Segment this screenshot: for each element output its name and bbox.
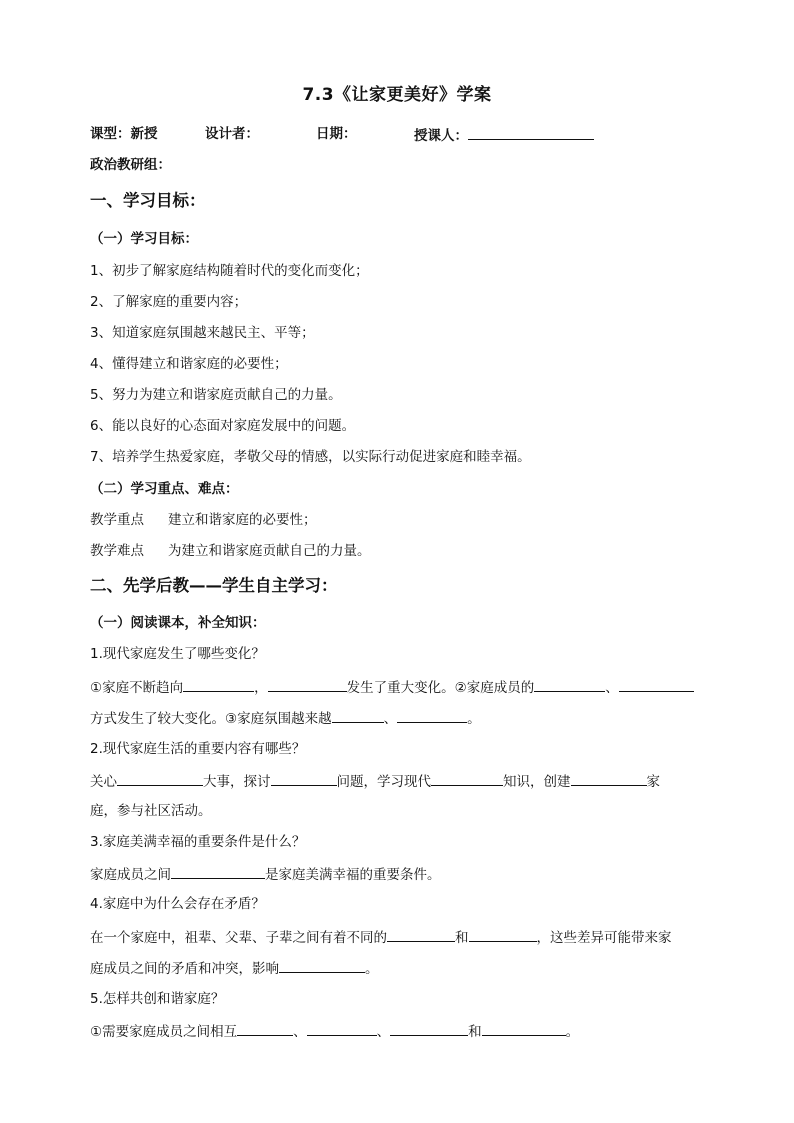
- q1-blank-4: [619, 677, 694, 692]
- q5-text-c: 、: [376, 1024, 391, 1040]
- q1-text-e: 方式发生了较大变化。③家庭氛围越来越: [90, 711, 332, 727]
- section1-sub1: （一）学习目标：: [90, 231, 198, 247]
- q5-blank-4: [482, 1021, 566, 1036]
- section2-heading: 二、先学后教——学生自主学习：: [90, 576, 338, 595]
- q1-text-a: ①家庭不断趋向: [90, 680, 184, 696]
- q3-blank-1: [171, 864, 265, 879]
- q1-text-f: 、: [383, 711, 398, 727]
- section1-sub2: （二）学习重点、难点：: [90, 481, 239, 497]
- q4-text-a: 在一个家庭中，祖辈、父辈、子辈之间有着不同的: [90, 930, 387, 946]
- q2-blank-1: [117, 771, 203, 786]
- q2-text-e: 家: [646, 774, 660, 790]
- question-1-line-1: [90, 677, 694, 697]
- difficulty-text: 为建立和谐家庭贡献自己的力量。: [168, 543, 371, 559]
- q1-text-d: 、: [605, 680, 619, 696]
- date-label: 日期：: [316, 126, 357, 142]
- group-label: 政治教研组：: [90, 157, 171, 173]
- q5-text-a: ①需要家庭成员之间相互: [90, 1024, 238, 1040]
- course-type: 课型：新授: [90, 126, 158, 142]
- q5-text-b: 、: [293, 1024, 307, 1040]
- teacher-blank: [468, 125, 594, 140]
- goal-5: 5、努力为建立和谐家庭贡献自己的力量。: [90, 387, 342, 403]
- q2-blank-2: [271, 771, 337, 786]
- difficulty-label: 教学难点: [90, 543, 144, 559]
- goal-6: 6、能以良好的心态面对家庭发展中的问题。: [90, 418, 356, 434]
- question-1: 1.现代家庭发生了哪些变化？: [90, 646, 265, 662]
- q4-text-e: 。: [365, 961, 379, 977]
- q4-blank-1: [387, 927, 455, 942]
- question-3: 3.家庭美满幸福的重要条件是什么？: [90, 834, 306, 850]
- section2-sub1: （一）阅读课本，补全知识：: [90, 615, 266, 631]
- q1-text-c: 发生了重大变化。②家庭成员的: [346, 680, 535, 696]
- question-2-line-2: 庭，参与社区活动。: [90, 803, 212, 819]
- goal-4: 4、懂得建立和谐家庭的必要性；: [90, 356, 288, 372]
- q3-text-a: 家庭成员之间: [90, 867, 171, 883]
- q1-blank-3: [534, 677, 605, 692]
- q4-text-d: 庭成员之间的矛盾和冲突，影响: [90, 961, 279, 977]
- question-5: 5.怎样共创和谐家庭？: [90, 991, 225, 1007]
- goal-2: 2、了解家庭的重要内容；: [90, 294, 248, 310]
- q2-blank-3: [431, 771, 503, 786]
- q1-blank-2: [268, 677, 347, 692]
- section1-heading: 一、学习目标：: [90, 191, 206, 210]
- q4-blank-3: [279, 958, 365, 973]
- question-1-line-2: [90, 708, 481, 728]
- document-title: 7.3《让家更美好》学案: [302, 85, 492, 105]
- q5-blank-2: [307, 1021, 377, 1036]
- teacher-label: [414, 125, 594, 145]
- q4-text-c: ，这些差异可能带来家: [536, 930, 672, 946]
- q2-text-b: 大事，探讨: [203, 774, 271, 790]
- question-2: 2.现代家庭生活的重要内容有哪些？: [90, 741, 306, 757]
- key-point-text: 建立和谐家庭的必要性；: [168, 512, 317, 528]
- goal-1: 1、初步了解家庭结构随着时代的变化而变化；: [90, 263, 369, 279]
- question-3-line-1: [90, 864, 441, 884]
- q5-text-e: 。: [565, 1024, 580, 1040]
- key-point-label: 教学重点: [90, 512, 144, 528]
- q2-text-a: 关心: [90, 774, 117, 790]
- q1-text-g: 。: [467, 711, 481, 727]
- question-4: 4.家庭中为什么会存在矛盾？: [90, 896, 265, 912]
- goal-3: 3、知道家庭氛围越来越民主、平等；: [90, 325, 315, 341]
- question-4-line-2: [90, 958, 379, 978]
- q4-text-b: 和: [455, 930, 469, 946]
- q5-blank-3: [390, 1021, 468, 1036]
- q3-text-b: 是家庭美满幸福的重要条件。: [265, 867, 441, 883]
- q1-blank-1: [183, 677, 254, 692]
- question-5-line-1: [90, 1021, 579, 1041]
- q2-blank-4: [571, 771, 647, 786]
- q1-text-b: ，: [254, 680, 268, 696]
- teacher-label-text: 授课人：: [414, 128, 468, 144]
- q5-blank-1: [237, 1021, 293, 1036]
- q4-blank-2: [469, 927, 537, 942]
- q2-text-c: 问题，学习现代: [336, 774, 431, 790]
- question-2-line-1: [90, 771, 660, 791]
- designer-label: 设计者：: [205, 126, 259, 142]
- q1-blank-6: [397, 708, 467, 723]
- q5-text-d: 和: [468, 1024, 482, 1040]
- question-4-line-1: [90, 927, 672, 947]
- goal-7: 7、培养学生热爱家庭，孝敬父母的情感，以实际行动促进家庭和睦幸福。: [90, 449, 531, 465]
- q2-text-d: 知识，创建: [503, 774, 571, 790]
- q1-blank-5: [332, 708, 384, 723]
